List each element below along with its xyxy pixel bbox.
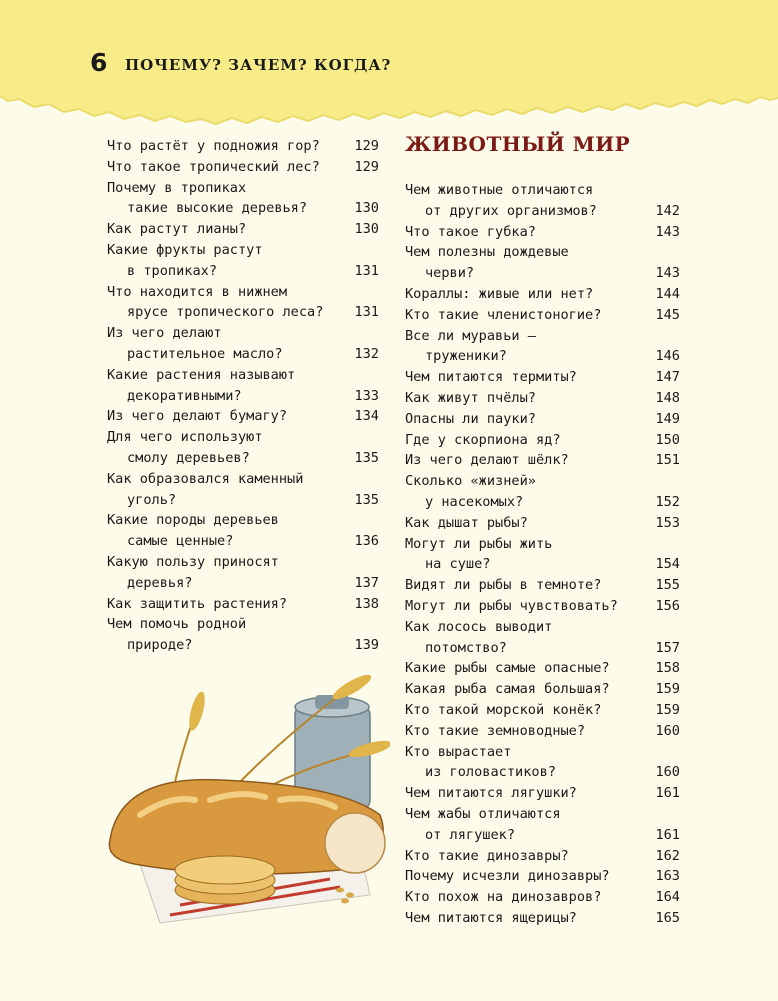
toc-entry xyxy=(107,594,379,615)
toc-entry-page: 164 xyxy=(655,889,680,906)
toc-entry-page: 162 xyxy=(655,847,680,864)
toc-entry xyxy=(405,658,680,679)
toc-entry-page: 145 xyxy=(655,306,680,323)
toc-entry xyxy=(107,282,379,324)
toc-entry-title: Кто такие динозавры? xyxy=(405,847,569,864)
toc-entry-title: Что такое губка? xyxy=(405,223,536,240)
toc-entry-title: Могут ли рыбы чувствовать? xyxy=(405,597,618,614)
toc-entry-title: Как растут лианы? xyxy=(107,221,247,238)
toc-entry-page: 154 xyxy=(655,556,680,573)
toc-entry-title: Как образовался каменный xyxy=(107,470,304,487)
toc-entry xyxy=(405,908,680,929)
toc-entry xyxy=(405,242,680,284)
toc-entry xyxy=(405,180,680,222)
toc-entry-title: Что находится в нижнем xyxy=(107,283,288,300)
toc-entry xyxy=(107,178,379,220)
toc-entry-title: такие высокие деревья? xyxy=(127,200,308,217)
toc-entry xyxy=(405,534,680,576)
toc-entry xyxy=(405,513,680,534)
toc-entry-page: 132 xyxy=(354,345,379,362)
toc-entry xyxy=(405,742,680,784)
toc-entry-page: 142 xyxy=(655,202,680,219)
toc-entry-title: Кто похож на динозавров? xyxy=(405,889,602,906)
toc-entry xyxy=(107,157,379,178)
toc-entry xyxy=(405,222,680,243)
toc-entry xyxy=(405,388,680,409)
toc-entry-page: 131 xyxy=(354,262,379,279)
page-number: 6 xyxy=(90,48,108,77)
toc-entry-page: 156 xyxy=(655,597,680,614)
toc-entry xyxy=(107,552,379,594)
toc-entry xyxy=(107,469,379,511)
toc-entry xyxy=(107,323,379,365)
toc-entry-page: 129 xyxy=(354,138,379,154)
toc-entry-title: из головастиков? xyxy=(425,764,556,781)
toc-entry-title: ярусе тропического леса? xyxy=(127,304,324,321)
toc-entry-page: 135 xyxy=(354,449,379,466)
toc-entry-title: потомство? xyxy=(425,639,507,656)
toc-entry-title: труженики? xyxy=(425,348,507,365)
toc-entry xyxy=(107,427,379,469)
toc-entry-title: Какие растения называют xyxy=(107,366,296,383)
toc-entry-title: деревья? xyxy=(127,574,193,591)
toc-entry-title: Как защитить растения? xyxy=(107,595,288,612)
toc-entry-title: Чем полезны дождевые xyxy=(405,244,569,261)
toc-entry-title: Из чего делают xyxy=(107,325,222,342)
toc-entry xyxy=(405,430,680,451)
toc-entry-page: 134 xyxy=(354,408,379,425)
toc-entry-page: 161 xyxy=(655,826,680,843)
toc-entry-title: от лягушек? xyxy=(425,826,516,843)
toc-entry-title: Все ли муравьи — xyxy=(405,327,536,344)
toc-entry xyxy=(405,596,680,617)
toc-entry xyxy=(107,219,379,240)
toc-entry-page: 130 xyxy=(354,200,379,217)
toc-entry-title: Как дышат рыбы? xyxy=(405,514,528,531)
toc-entry-page: 165 xyxy=(655,909,680,926)
toc-entry-title: Кто вырастает xyxy=(405,743,512,760)
toc-entry xyxy=(405,866,680,887)
toc-entry xyxy=(405,305,680,326)
toc-entry-title: в тропиках? xyxy=(127,262,218,279)
toc-entry-title: Какие рыбы самые опасные? xyxy=(405,660,610,677)
toc-entry-title: Что такое тропический лес? xyxy=(107,158,320,175)
toc-entry xyxy=(107,240,379,282)
toc-entry-title: на суше? xyxy=(425,556,491,573)
toc-entry-page: 136 xyxy=(354,533,379,550)
toc-entry-page: 149 xyxy=(655,410,680,427)
toc-entry-title: Кто такие членистоногие? xyxy=(405,306,602,323)
toc-entry-title: Могут ли рыбы жить xyxy=(405,535,553,552)
toc-entry xyxy=(405,679,680,700)
toc-entry-page: 160 xyxy=(655,722,680,739)
toc-entry-page: 159 xyxy=(655,701,680,718)
toc-entry-page: 143 xyxy=(655,265,680,282)
toc-entry-title: Как лосось выводит xyxy=(405,618,553,635)
toc-entry-title: Какие фрукты растут xyxy=(107,241,263,258)
toc-entry-title: от других организмов? xyxy=(425,202,597,219)
toc-entry-title: Кораллы: живые или нет? xyxy=(405,285,594,302)
toc-entry xyxy=(107,136,379,157)
toc-entry-page: 161 xyxy=(655,785,680,802)
toc-entry xyxy=(405,887,680,908)
toc-entry-title: природе? xyxy=(127,637,193,654)
toc-entry-page: 151 xyxy=(655,452,680,469)
toc-entry-page: 157 xyxy=(655,639,680,656)
toc-entry-title: уголь? xyxy=(127,491,177,508)
toc-entry-page: 150 xyxy=(655,431,680,448)
running-head: ПОЧЕМУ? ЗАЧЕМ? КОГДА? xyxy=(125,56,392,74)
toc-entry-title: Опасны ли пауки? xyxy=(405,410,536,427)
toc-entry-title: черви? xyxy=(425,265,475,282)
toc-entry xyxy=(405,804,680,846)
toc-entry-title: Где у скорпиона яд? xyxy=(405,431,561,448)
toc-entry-page: 159 xyxy=(655,681,680,698)
toc-entry-page: 135 xyxy=(354,491,379,508)
toc-entry-title: Из чего делают бумагу? xyxy=(107,408,288,425)
toc-entry-page: 143 xyxy=(655,223,680,240)
toc-entry-page: 137 xyxy=(354,574,379,591)
toc-entry-title: у насекомых? xyxy=(425,493,524,510)
toc-entry-page: 133 xyxy=(354,387,379,404)
toc-entry xyxy=(107,406,379,427)
toc-entry-page: 131 xyxy=(354,304,379,321)
toc-entry-page: 138 xyxy=(354,595,379,612)
toc-entry xyxy=(405,326,680,368)
toc-entry-title: Какая рыба самая большая? xyxy=(405,681,610,698)
toc-left-column xyxy=(107,136,379,656)
toc-entry-page: 153 xyxy=(655,514,680,531)
toc-entry-page: 139 xyxy=(354,637,379,654)
toc-entry xyxy=(405,450,680,471)
toc-entry-title: Видят ли рыбы в темноте? xyxy=(405,577,602,594)
toc-entry-page: 158 xyxy=(655,660,680,677)
toc-entry-title: Почему исчезли динозавры? xyxy=(405,868,610,885)
toc-entry-page: 146 xyxy=(655,348,680,365)
toc-entry-title: Чем животные отличаются xyxy=(405,182,594,198)
toc-entry-title: Почему в тропиках xyxy=(107,179,247,196)
toc-entry-title: Какую пользу приносят xyxy=(107,553,279,570)
toc-entry-title: Сколько «жизней» xyxy=(405,473,536,490)
toc-entry xyxy=(405,284,680,305)
toc-entry xyxy=(107,614,379,656)
toc-entry-title: Чем питаются лягушки? xyxy=(405,785,577,802)
toc-entry xyxy=(405,575,680,596)
toc-entry-page: 160 xyxy=(655,764,680,781)
toc-entry-title: растительное масло? xyxy=(127,345,283,362)
toc-entry-title: смолу деревьев? xyxy=(127,449,250,466)
toc-entry xyxy=(405,700,680,721)
toc-entry-page: 129 xyxy=(354,158,379,175)
toc-entry-page: 152 xyxy=(655,493,680,510)
toc-entry-title: Кто такой морской конёк? xyxy=(405,701,602,718)
toc-entry-title: Кто такие земноводные? xyxy=(405,722,586,739)
toc-entry-title: Чем питаются термиты? xyxy=(405,369,577,386)
toc-entry-title: Из чего делают шёлк? xyxy=(405,452,569,469)
toc-entry xyxy=(405,846,680,867)
toc-entry xyxy=(405,783,680,804)
toc-entry-title: декоративными? xyxy=(127,387,242,404)
toc-entry xyxy=(405,617,680,659)
toc-entry xyxy=(405,409,680,430)
toc-entry xyxy=(405,367,680,388)
toc-entry-page: 148 xyxy=(655,389,680,406)
toc-entry-title: Чем питаются ящерицы? xyxy=(405,909,577,926)
toc-entry xyxy=(107,510,379,552)
toc-entry-title: Что растёт у подножия гор? xyxy=(107,138,320,154)
toc-entry-title: самые ценные? xyxy=(127,533,234,550)
toc-entry-title: Чем жабы отличаются xyxy=(405,805,561,822)
toc-entry-page: 155 xyxy=(655,577,680,594)
toc-entry-title: Чем помочь родной xyxy=(107,616,247,633)
toc-entry-title: Какие породы деревьев xyxy=(107,512,279,529)
toc-entry xyxy=(107,365,379,407)
toc-entry-page: 147 xyxy=(655,369,680,386)
toc-entry-page: 144 xyxy=(655,285,680,302)
toc-entry-page: 130 xyxy=(354,221,379,238)
toc-right-column xyxy=(405,180,680,929)
toc-entry-page: 163 xyxy=(655,868,680,885)
toc-entry xyxy=(405,721,680,742)
bread-illustration xyxy=(100,665,390,929)
section-title: ЖИВОТНЫЙ МИР xyxy=(405,132,631,156)
toc-entry-title: Как живут пчёлы? xyxy=(405,389,536,406)
toc-entry xyxy=(405,471,680,513)
toc-entry-title: Для чего используют xyxy=(107,429,263,446)
